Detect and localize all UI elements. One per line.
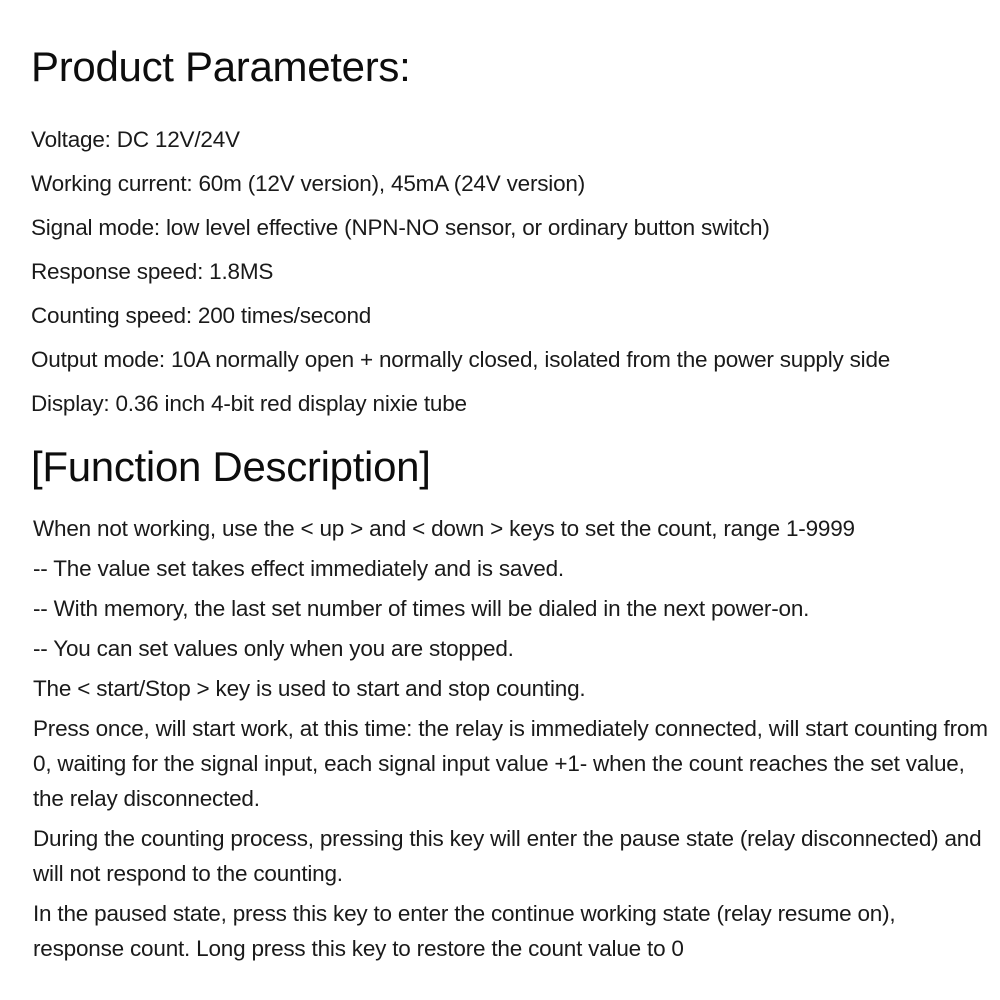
parameter-counting-speed: Counting speed: 200 times/second	[31, 303, 372, 328]
function-set-when-stopped: -- You can set values only when you are stopped.	[33, 636, 514, 661]
function-memory: -- With memory, the last set number of times will be dialed in the next power-on.	[33, 596, 810, 621]
parameter-display: Display: 0.36 inch 4-bit red display nixie tube	[31, 391, 467, 416]
function-set-count: When not working, use the < up > and < down > keys to set the count, range 1-9999	[33, 516, 855, 541]
function-description-heading: [Function Description]	[31, 443, 431, 490]
function-description-list	[33, 511, 988, 971]
function-pause-state: During the counting process, pressing this key will enter the pause state (relay disconnected) and will not respond to the counting.	[33, 826, 982, 886]
parameter-voltage: Voltage: DC 12V/24V	[31, 127, 240, 152]
parameter-signal-mode: Signal mode: low level effective (NPN-NO sensor, or ordinary button switch)	[31, 215, 770, 240]
parameter-output-mode: Output mode: 10A normally open + normally closed, isolated from the power supply side	[31, 347, 891, 372]
parameter-working-current: Working current: 60m (12V version), 45mA (24V version)	[31, 171, 586, 196]
product-parameters-list	[31, 118, 890, 426]
function-start-stop-key: The < start/Stop > key is used to start and stop counting.	[33, 676, 586, 701]
product-parameters-heading: Product Parameters:	[31, 43, 411, 90]
function-continue-state: In the paused state, press this key to enter the continue working state (relay resume on), response count. Long press this key to restore the count value to 0	[33, 901, 896, 961]
function-value-saved: -- The value set takes effect immediately and is saved.	[33, 556, 564, 581]
parameter-response-speed: Response speed: 1.8MS	[31, 259, 274, 284]
function-press-once: Press once, will start work, at this time: the relay is immediately connected, will start counting from 0, waiting for the signal input, each signal input value +1- when the count reaches the set value, the relay disconnected.	[33, 716, 988, 811]
